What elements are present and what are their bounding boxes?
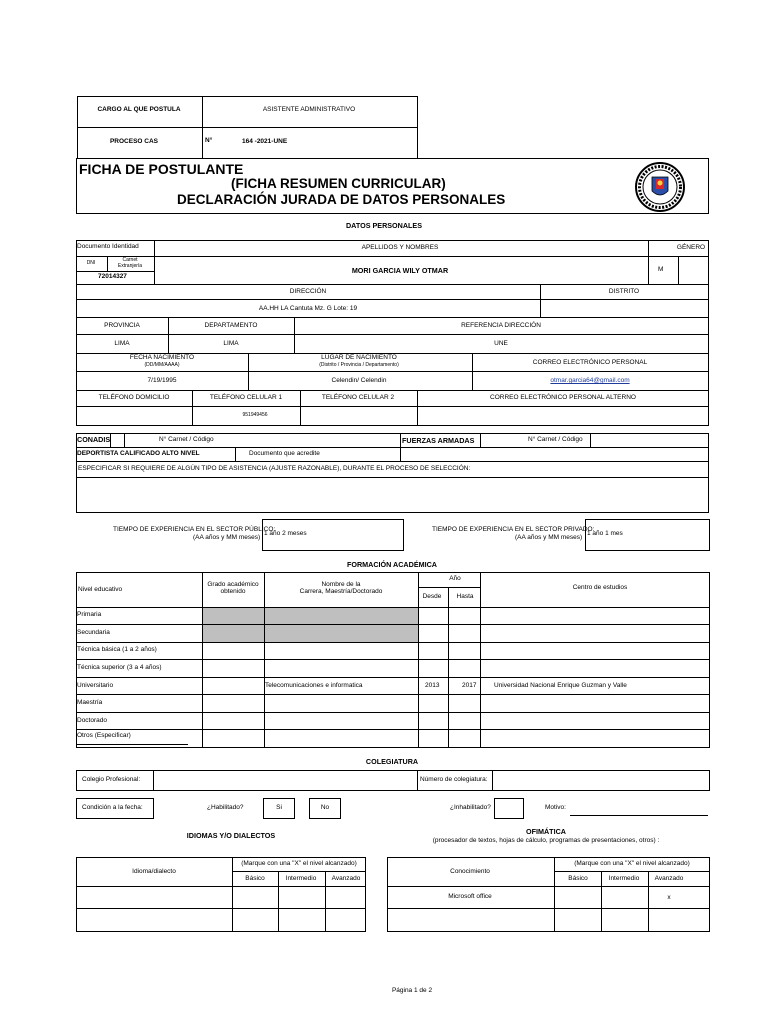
table-row: Maestría (77, 699, 103, 706)
fecha-nac-sub: (DD/MM/AAAA) (144, 362, 180, 368)
correo-label: CORREO ELECTRÓNICO PERSONAL (532, 359, 648, 366)
genero-label: GÉNERO (676, 244, 706, 251)
motivo-label: Motivo: (545, 804, 566, 811)
ofimatica-row-avanzado: x (667, 894, 671, 901)
idiomas-title: IDIOMAS Y/O DIALECTOS (186, 831, 276, 840)
inhabilitado-label: ¿Inhabilitado? (450, 804, 491, 811)
motivo-input[interactable] (570, 815, 708, 816)
col-desde: Desde (422, 593, 442, 600)
numero-colegiatura-label: Número de colegiatura: (420, 776, 488, 783)
table-row: Primaria (77, 611, 102, 618)
col-conocimiento: Conocimiento (450, 868, 490, 875)
carnet-label-2: Extranjería (117, 263, 143, 269)
deportista-label: DEPORTISTA CALIFICADO ALTO NIVEL (77, 450, 200, 457)
col-nombre-2: Carrera, Maestría/Doctorado (299, 588, 383, 595)
datos-personales-title: DATOS PERSONALES (345, 221, 423, 230)
col-hasta: Hasta (456, 593, 474, 600)
celular-1-value: 951949456 (242, 412, 268, 418)
colegio-input[interactable] (153, 770, 418, 791)
col-nombre-1: Nombre de la (321, 581, 361, 588)
table-row: Doctorado (77, 717, 107, 724)
table-row: Técnica superior (3 a 4 años) (77, 664, 162, 671)
no-label: No (320, 804, 330, 811)
idiomas-col-intermedio: Intermedio (285, 875, 317, 882)
provincia-label: PROVINCIA (104, 322, 140, 329)
ofimatica-col-intermedio: Intermedio (608, 875, 640, 882)
lugar-nac-value: Celendin/ Celendin (331, 377, 387, 384)
title-line-3: DECLARACIÓN JURADA DE DATOS PERSONALES (177, 192, 506, 207)
exp-publico-value: 1 año 2 meses (264, 530, 307, 537)
asistencia-label: ESPECIFICAR SI REQUIERE DE ALGÚN TIPO DE ASISTENCIA (AJUSTE RAZONABLE), DURANTE EL PROCESO DE SELECCIÓN: (78, 465, 471, 472)
idiomas-col-avanzado: Avanzado (331, 875, 361, 882)
table-row: Secundaria (77, 629, 110, 636)
si-label: Si (276, 804, 282, 811)
col-grado-2: obtenido (220, 588, 246, 595)
table-row: Universitario (77, 682, 114, 689)
formacion-table (76, 572, 710, 748)
direccion-label: DIRECCIÓN (289, 288, 327, 295)
celular-1-label: TELÉFONO CELULAR 1 (209, 394, 283, 401)
university-seal-icon (634, 161, 686, 213)
exp-privado-label-2: (AA años y MM meses) (515, 534, 583, 541)
numero-label: N° (205, 137, 213, 144)
condicion-label: Condición a la fecha: (82, 804, 143, 811)
idiomas-table (76, 857, 366, 932)
distrito-label: DISTRITO (608, 288, 640, 295)
fuerzas-armadas-label: FUERZAS ARMADAS (402, 436, 475, 445)
title-line-2: (FICHA RESUMEN CURRICULAR) (231, 176, 446, 191)
carnet-label-1: Carnet (122, 257, 138, 263)
celular-2-label: TELÉFONO CELULAR 2 (321, 394, 395, 401)
fecha-nac-label: FECHA NACIMIENTO (129, 354, 195, 361)
col-nivel-educativo: Nivel educativo (78, 586, 123, 593)
correo-alt-label: CORREO ELECTRÓNICO PERSONAL ALTERNO (490, 394, 636, 401)
inhabilitado-checkbox[interactable] (494, 798, 524, 819)
proceso-label: PROCESO CAS (109, 138, 159, 145)
table-row: Técnica básica (1 a 2 años) (77, 646, 157, 653)
lugar-nac-label: LUGAR DE NACIMIENTO (321, 354, 397, 361)
univ-nombre: Telecomunicaciones e informatica (265, 682, 363, 689)
idiomas-col-marque: (Marque con una "X" el nivel alcanzado) (241, 860, 357, 867)
conadis-carnet-label: N° Carnet / Código (159, 436, 214, 443)
lugar-nac-sub: (Distrito / Provincia / Departamento) (319, 362, 399, 368)
table-row: Otros (Especificar) (77, 732, 131, 739)
provincia-value: LIMA (114, 340, 130, 347)
proceso-value: 164 -2021-UNE (242, 138, 288, 145)
direccion-value: AA.HH LA Cantuta Mz. G Lote: 19 (258, 305, 358, 312)
formacion-title: FORMACIÓN ACADÉMICA (347, 560, 437, 569)
conadis-label: CONADIS (77, 435, 111, 444)
apellidos-value: MORI GARCIA WILY OTMAR (351, 266, 449, 275)
referencia-value: UNE (494, 340, 508, 347)
univ-desde: 2013 (425, 682, 440, 689)
condiciones-table (76, 433, 709, 513)
habilitado-label: ¿Habilitado? (207, 804, 244, 811)
col-anio: Año (449, 575, 461, 582)
page-number: Página 1 de 2 (391, 987, 433, 994)
documento-label: Documento que acredite (249, 450, 320, 457)
genero-value: M (658, 266, 664, 273)
cargo-value: ASISTENTE ADMINISTRATIVO (262, 106, 356, 113)
col-centro: Centro de estudios (572, 584, 628, 591)
exp-publico-label-2: (AA años y MM meses) (193, 534, 261, 541)
fuerzas-carnet-label: N° Carnet / Código (528, 436, 583, 443)
departamento-label: DEPARTAMENTO (204, 322, 258, 329)
exp-privado-label-1: TIEMPO DE EXPERIENCIA EN EL SECTOR PRIVADO: (432, 526, 595, 533)
col-idioma: Idioma/dialecto (132, 868, 176, 875)
ofimatica-title: OFIMÁTICA (526, 827, 566, 836)
departamento-value: LIMA (223, 340, 239, 347)
tel-domicilio-label: TELÉFONO DOMICILIO (98, 394, 170, 401)
doc-identidad-label: Documento Identidad (77, 243, 139, 250)
title-line-1: FICHA DE POSTULANTE (79, 161, 244, 177)
exp-privado-value: 1 año 1 mes (587, 530, 623, 537)
referencia-label: REFERENCIA DIRECCIÓN (461, 322, 541, 329)
ofimatica-col-marque: (Marque con una "X" el nivel alcanzado) (574, 860, 690, 867)
univ-hasta: 2017 (462, 682, 477, 689)
ofimatica-col-basico: Básico (568, 875, 588, 882)
colegiatura-title: COLEGIATURA (365, 757, 419, 766)
colegio-label: Colegio Profesional: (82, 776, 141, 783)
ofimatica-row-conocimiento: Microsoft office (448, 893, 492, 900)
idiomas-col-basico: Básico (245, 875, 265, 882)
col-grado-1: Grado académico (207, 581, 259, 588)
dni-value: 72014327 (98, 273, 127, 280)
univ-centro: Universidad Nacional Enrique Guzman y Valle (494, 682, 627, 689)
exp-publico-label-1: TIEMPO DE EXPERIENCIA EN EL SECTOR PÚBLICO: (113, 526, 276, 533)
ofimatica-subtitle: (procesador de textos, hojas de cálculo, programas de presentaciones, otros) : (432, 837, 660, 844)
ofimatica-col-avanzado: Avanzado (654, 875, 684, 882)
fecha-nac-value: 7/19/1995 (147, 377, 177, 384)
cargo-label: CARGO AL QUE POSTULA (97, 106, 181, 113)
apellidos-label: APELLIDOS Y NOMBRES (361, 244, 439, 251)
ofimatica-table (387, 857, 710, 932)
correo-value[interactable]: otmar.garcia64@gmail.com (550, 377, 630, 384)
dni-label: DNI (86, 260, 96, 266)
